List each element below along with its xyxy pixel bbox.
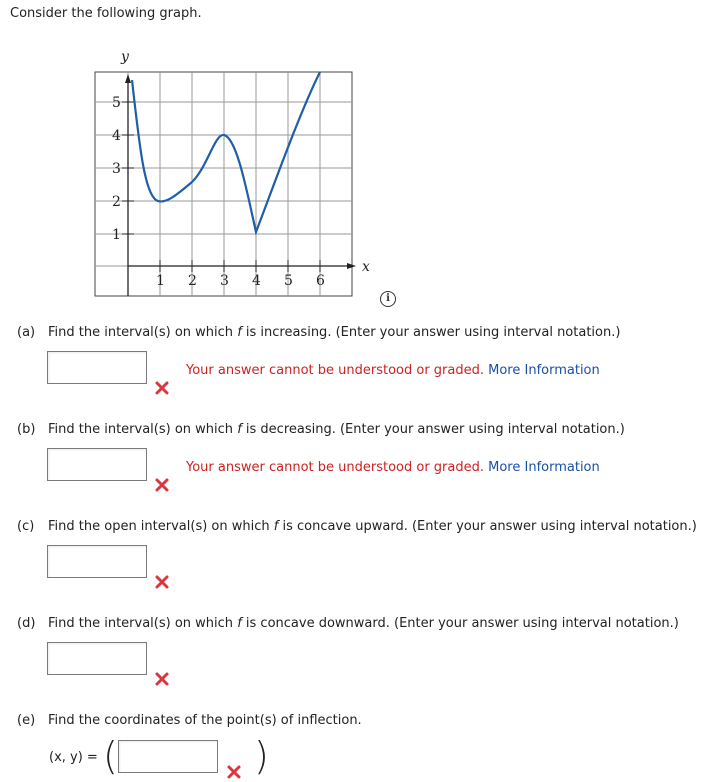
question-e: [17, 713, 362, 728]
answer-input-d[interactable]: [47, 642, 147, 675]
question-letter: (b): [17, 422, 36, 437]
question-c: [17, 519, 697, 534]
y-tick-label: 2: [112, 194, 121, 210]
left-paren: (: [103, 734, 118, 778]
incorrect-x-icon: [155, 381, 169, 395]
x-tick-label: 5: [284, 273, 293, 289]
error-message: Your answer cannot be understood or graded.: [186, 460, 484, 475]
question-letter: (a): [17, 325, 36, 340]
y-tick-label: 3: [112, 161, 121, 177]
y-tick-label: 1: [112, 227, 121, 243]
question-text: Find the interval(s) on which: [48, 325, 238, 340]
more-information-link[interactable]: More Information: [488, 460, 600, 475]
xy-label: (x, y) =: [49, 750, 98, 765]
x-tick-label: 6: [316, 273, 325, 289]
question-b: [17, 422, 625, 437]
y-axis-arrow: [125, 74, 131, 83]
x-tick-label: 4: [252, 273, 261, 289]
answer-input-a[interactable]: [47, 351, 147, 384]
incorrect-x-icon: [155, 478, 169, 492]
function-graph: [85, 42, 370, 298]
right-paren: ): [254, 734, 269, 778]
question-text: is increasing. (Enter your answer using interval notation.): [241, 325, 621, 340]
feedback-b: [186, 460, 600, 475]
question-letter: (c): [17, 519, 35, 534]
x-axis-label: x: [362, 259, 370, 275]
error-message: Your answer cannot be understood or graded.: [186, 363, 484, 378]
answer-input-b[interactable]: [47, 448, 147, 481]
intro-text: Consider the following graph.: [10, 6, 202, 21]
question-letter: (d): [17, 616, 36, 631]
x-tick-label: 1: [156, 273, 165, 289]
y-tick-label: 5: [112, 95, 121, 111]
question-text: Find the interval(s) on which: [48, 422, 238, 437]
function-var: f: [237, 422, 242, 437]
question-letter: (e): [17, 713, 36, 728]
function-var: f: [237, 325, 242, 340]
x-tick-label: 3: [220, 273, 229, 289]
incorrect-x-icon: [227, 765, 241, 779]
question-d: [17, 616, 679, 631]
question-a: [17, 325, 620, 340]
question-text: is decreasing. (Enter your answer using interval notation.): [241, 422, 625, 437]
function-var: f: [273, 519, 279, 534]
answer-input-c[interactable]: [47, 545, 147, 578]
question-text: Find the interval(s) on which: [48, 616, 238, 631]
question-text: Find the coordinates of the point(s) of inflection.: [48, 713, 362, 728]
question-text: Find the open interval(s) on which: [48, 519, 274, 534]
info-icon[interactable]: i: [380, 291, 396, 307]
y-axis-label: y: [121, 49, 129, 65]
x-tick-label: 2: [188, 273, 197, 289]
function-var: f: [237, 616, 242, 631]
question-text: is concave upward. (Enter your answer using interval notation.): [278, 519, 697, 534]
incorrect-x-icon: [155, 575, 169, 589]
feedback-a: [186, 363, 600, 378]
more-information-link[interactable]: More Information: [488, 363, 600, 378]
answer-input-e[interactable]: [118, 740, 218, 773]
y-tick-label: 4: [112, 128, 121, 144]
incorrect-x-icon: [155, 672, 169, 686]
question-text: is concave downward. (Enter your answer using interval notation.): [241, 616, 679, 631]
